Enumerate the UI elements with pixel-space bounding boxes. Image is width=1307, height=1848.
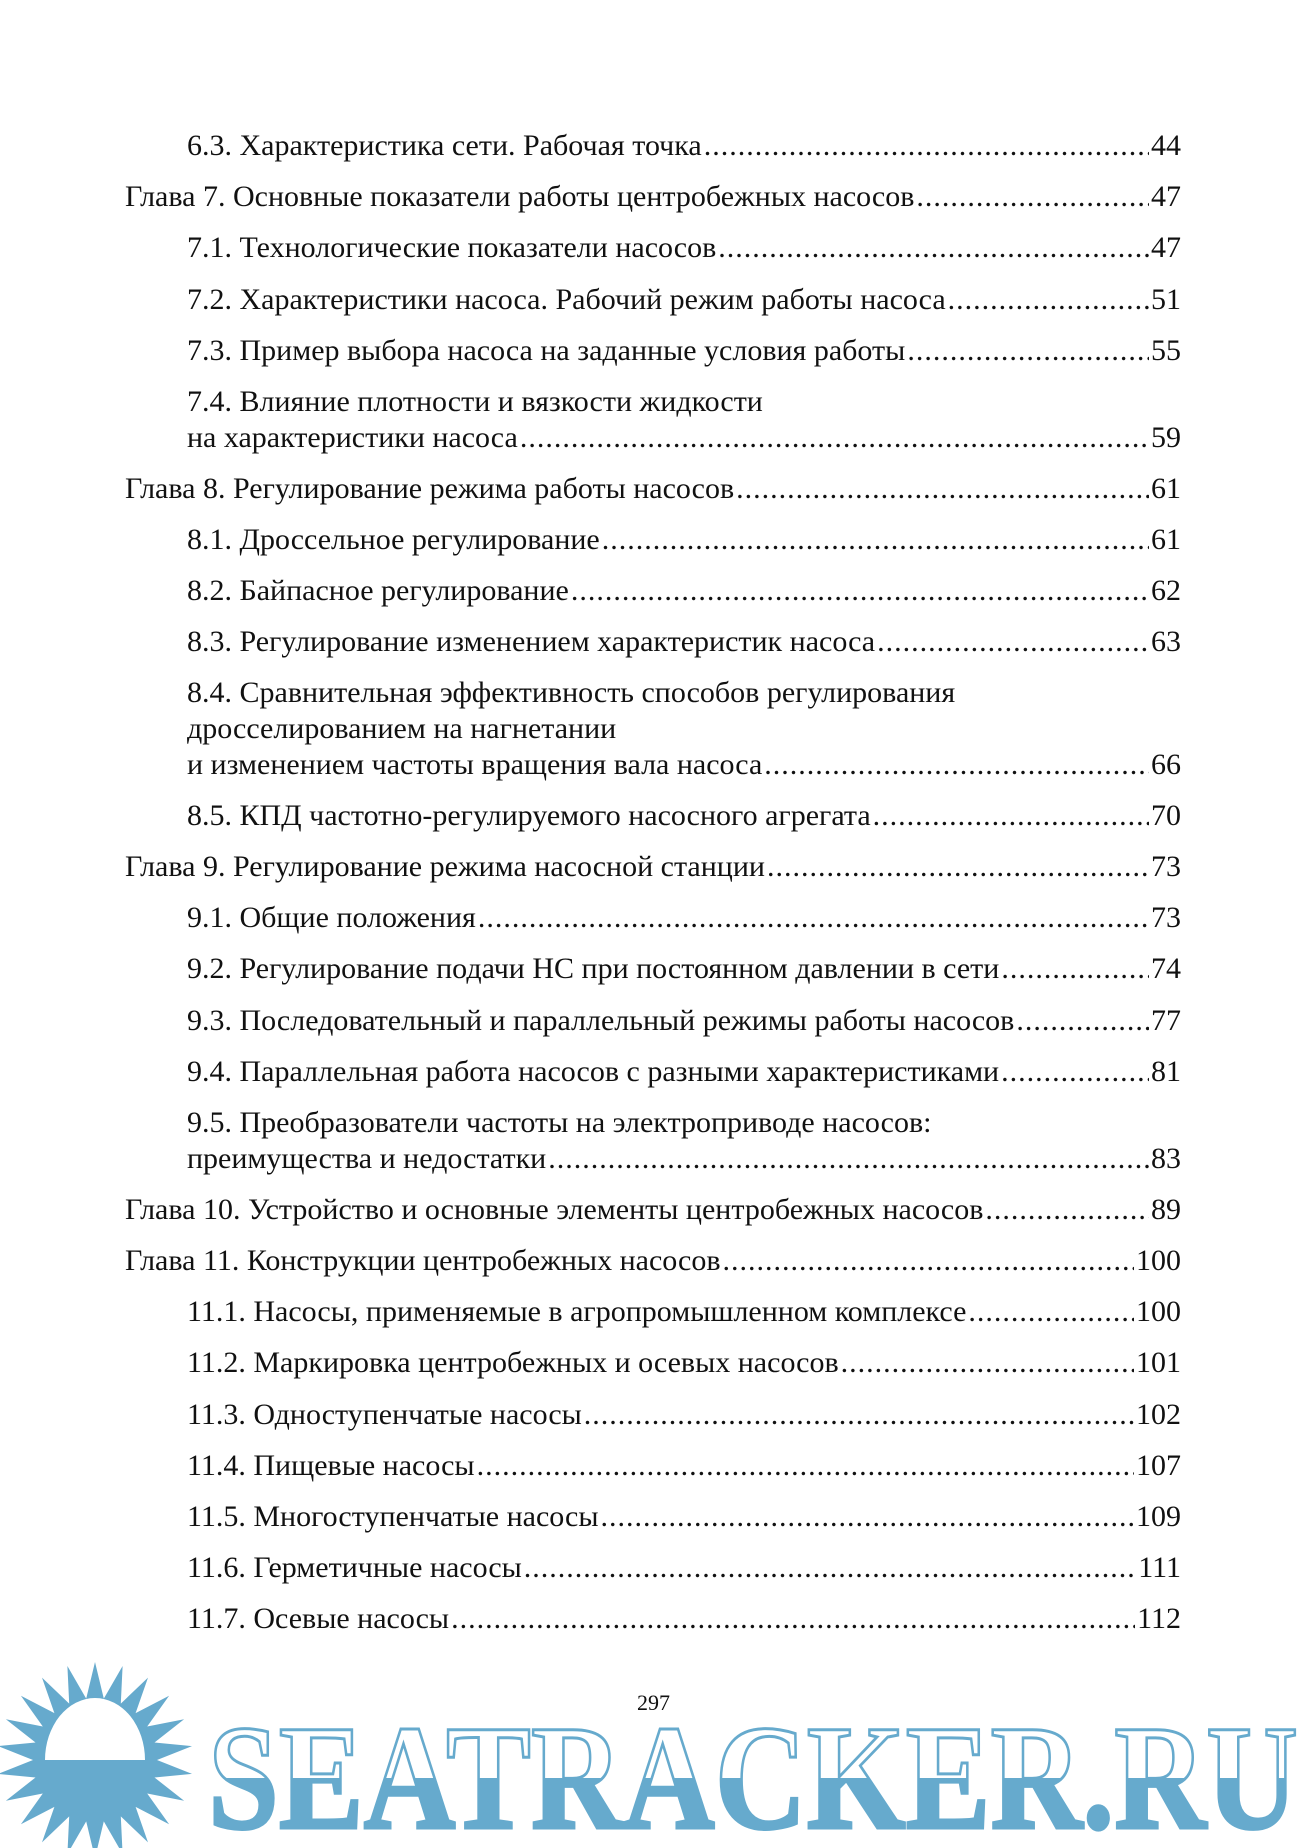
toc-section-entry[interactable] (125, 1448, 1181, 1484)
toc-entry-title: 11.5. Многоступенчатые насосы (187, 1499, 599, 1533)
toc-section-entry[interactable] (125, 1601, 1181, 1637)
toc-entry-title: 11.4. Пищевые насосы (187, 1448, 475, 1482)
toc-entry-line (187, 1294, 1181, 1330)
dot-leader (767, 849, 1149, 885)
toc-page-number: 111 (1138, 1551, 1181, 1585)
toc-entry-title: 8.4. Сравнительная эффективность способов регулирования (187, 676, 956, 710)
toc-page-number: 107 (1136, 1448, 1181, 1482)
watermark-logo (0, 1660, 1307, 1848)
toc-section-entry[interactable] (125, 1397, 1181, 1433)
toc-entry-title: Глава 7. Основные показатели работы центробежных насосов (125, 180, 915, 214)
toc-entry-title: 6.3. Характеристика сети. Рабочая точка (187, 129, 702, 162)
toc-entry-line (187, 1601, 1181, 1637)
dot-leader (584, 1397, 1134, 1433)
dot-leader (764, 747, 1149, 783)
toc-entry-title: 9.4. Параллельная работа насосов с разными характеристиками (187, 1054, 1000, 1088)
toc-chapter-entry[interactable] (125, 849, 1181, 885)
toc-section-entry[interactable] (125, 951, 1181, 987)
dot-leader (985, 1192, 1149, 1228)
dot-leader (723, 1243, 1135, 1279)
toc-entry-line (187, 333, 1181, 369)
toc-entry-line (187, 624, 1181, 660)
toc-section-entry[interactable] (125, 384, 1181, 455)
toc-section-entry[interactable] (125, 1003, 1181, 1039)
toc-entry-line (125, 179, 1181, 215)
toc-page-number: 47 (1151, 231, 1181, 265)
dot-leader (548, 1141, 1149, 1177)
toc-entry-title: 9.5. Преобразователи частоты на электроприводе насосов: (187, 1105, 932, 1139)
toc-entry-line (187, 282, 1181, 318)
toc-page-number: 44 (1151, 129, 1181, 162)
toc-entry-line (125, 849, 1181, 885)
toc-entry-title: Глава 9. Регулирование режима насосной станции (125, 850, 765, 884)
toc-page-number: 109 (1136, 1499, 1181, 1533)
toc-entry-title: Глава 10. Устройство и основные элементы центробежных насосов (125, 1192, 984, 1226)
toc-entry-title: 9.3. Последовательный и параллельный режимы работы насосов (187, 1003, 1015, 1037)
toc-entry-line (187, 384, 1181, 420)
toc-chapter-entry[interactable] (125, 1192, 1181, 1228)
dot-leader (451, 1601, 1135, 1637)
toc-entry-title: 7.4. Влияние плотности и вязкости жидкости (187, 384, 763, 418)
toc-entry-title: Глава 8. Регулирование режима работы насосов (125, 471, 735, 505)
dot-leader (1001, 951, 1149, 987)
toc-entry-line (187, 1550, 1181, 1586)
toc-section-entry[interactable] (125, 675, 1181, 782)
toc-entry-line (187, 1345, 1181, 1381)
toc-entry-line (187, 798, 1181, 834)
dot-leader (478, 900, 1149, 936)
toc-entry-title: Глава 11. Конструкции центробежных насосов (125, 1243, 721, 1277)
toc-chapter-entry[interactable] (125, 179, 1181, 215)
toc-entry-title: 9.1. Общие положения (187, 901, 476, 935)
toc-section-entry[interactable] (125, 798, 1181, 834)
toc-page-number: 47 (1151, 180, 1181, 214)
toc-page-number: 73 (1151, 850, 1181, 884)
toc-page-number: 66 (1151, 747, 1181, 781)
toc-entry-line (187, 522, 1181, 558)
toc-section-entry[interactable] (125, 230, 1181, 266)
toc-entry-line (125, 1192, 1181, 1228)
toc-entry-line (187, 128, 1181, 164)
toc-entry-title: дросселированием на нагнетании (187, 712, 617, 746)
dot-leader (736, 471, 1149, 507)
toc-entry-title: 8.1. Дроссельное регулирование (187, 522, 600, 556)
toc-section-entry[interactable] (125, 1345, 1181, 1381)
dot-leader (907, 333, 1149, 369)
toc-page-number: 51 (1151, 282, 1181, 316)
toc-section-entry[interactable] (125, 333, 1181, 369)
dot-leader (1001, 1054, 1149, 1090)
toc-page-number: 89 (1151, 1192, 1181, 1226)
dot-leader (1016, 1003, 1149, 1039)
toc-page-number: 100 (1136, 1295, 1181, 1329)
toc-entry-title: 11.7. Осевые насосы (187, 1602, 450, 1636)
dot-leader (602, 522, 1149, 558)
dot-leader (968, 1294, 1134, 1330)
toc-page-number: 101 (1136, 1346, 1181, 1380)
toc-entry-title: 8.5. КПД частотно-регулируемого насосного агрегата (187, 798, 871, 832)
dot-leader (571, 573, 1149, 609)
toc-page-number: 100 (1136, 1243, 1181, 1277)
toc-entry-title: 8.3. Регулирование изменением характеристик насоса (187, 625, 876, 659)
toc-page-number: 83 (1151, 1141, 1181, 1175)
toc-page-number: 112 (1137, 1602, 1181, 1636)
toc-section-entry[interactable] (125, 1499, 1181, 1535)
toc-entry-line (187, 420, 1181, 456)
toc-entry-title: 11.6. Герметичные насосы (187, 1551, 522, 1585)
toc-chapter-entry[interactable] (125, 471, 1181, 507)
watermark-text: SEATRACKER.RU (208, 1695, 1298, 1848)
toc-entry-title: 7.2. Характеристики насоса. Рабочий режим работы насоса (187, 282, 946, 316)
toc-section-entry[interactable] (125, 522, 1181, 558)
dot-leader (477, 1448, 1134, 1484)
toc-chapter-entry[interactable] (125, 1243, 1181, 1279)
toc-entry-line (187, 675, 1181, 711)
toc-entry-line (187, 1105, 1181, 1141)
toc-section-entry[interactable] (125, 128, 1181, 164)
toc-section-entry[interactable] (125, 1105, 1181, 1176)
dot-leader (916, 179, 1149, 215)
dot-leader (524, 1550, 1136, 1586)
dot-leader (601, 1499, 1135, 1535)
toc-page-number: 102 (1136, 1397, 1181, 1431)
toc-entry-title: и изменением частоты вращения вала насоса (187, 747, 763, 781)
toc-entry-title: 9.2. Регулирование подачи НС при постоянном давлении в сети (187, 952, 1000, 986)
toc-entry-line (187, 1054, 1181, 1090)
toc-section-entry[interactable] (125, 624, 1181, 660)
toc-page-number: 70 (1151, 798, 1181, 832)
toc-page-number: 74 (1151, 952, 1181, 986)
toc-page-number: 61 (1151, 471, 1181, 505)
toc-entry-title: 11.2. Маркировка центробежных и осевых насосов (187, 1346, 839, 1380)
toc-section-entry[interactable] (125, 1054, 1181, 1090)
toc-entry-title: 11.3. Одноступенчатые насосы (187, 1397, 582, 1431)
toc-entry-line (187, 747, 1181, 783)
toc-entry-title: 11.1. Насосы, применяемые в агропромышленном комплексе (187, 1295, 967, 1329)
toc-entry-line (187, 1141, 1181, 1177)
toc-entry-title: 8.2. Байпасное регулирование (187, 574, 569, 608)
dot-leader (704, 128, 1149, 164)
dot-leader (718, 230, 1149, 266)
toc-page-number: 62 (1151, 574, 1181, 608)
toc-entry-title: 7.1. Технологические показатели насосов (187, 231, 717, 265)
toc-section-entry[interactable] (125, 1294, 1181, 1330)
toc-entry-line (125, 1243, 1181, 1279)
toc-entry-title: 7.3. Пример выбора насоса на заданные условия работы (187, 333, 906, 367)
toc-entry-line (187, 711, 1181, 747)
page-number: 297 (637, 1690, 670, 1715)
toc-entry-line (187, 1003, 1181, 1039)
toc-section-entry[interactable] (125, 573, 1181, 609)
toc-section-entry[interactable] (125, 900, 1181, 936)
toc-entry-line (187, 573, 1181, 609)
toc-section-entry[interactable] (125, 1550, 1181, 1586)
toc-entry-line (187, 900, 1181, 936)
toc-entry-line (125, 471, 1181, 507)
toc-entry-line (187, 230, 1181, 266)
toc-entry-title: на характеристики насоса (187, 420, 518, 454)
toc-page-number: 55 (1151, 333, 1181, 367)
toc-section-entry[interactable] (125, 282, 1181, 318)
toc-entry-title: преимущества и недостатки (187, 1141, 547, 1175)
dot-leader (948, 282, 1149, 318)
toc-entry-line (187, 951, 1181, 987)
toc-page-number: 63 (1151, 625, 1181, 659)
dot-leader (873, 798, 1149, 834)
toc-page-number: 77 (1151, 1003, 1181, 1037)
toc-page-number: 81 (1151, 1054, 1181, 1088)
toc-page-number: 61 (1151, 522, 1181, 556)
toc-entry-line (187, 1397, 1181, 1433)
toc-page-number: 73 (1151, 901, 1181, 935)
toc-entry-line (187, 1499, 1181, 1535)
toc-entry-line (187, 1448, 1181, 1484)
dot-leader (520, 420, 1149, 456)
dot-leader (841, 1345, 1134, 1381)
dot-leader (877, 624, 1149, 660)
toc-page-number: 59 (1151, 420, 1181, 454)
table-of-contents (125, 128, 1181, 1652)
